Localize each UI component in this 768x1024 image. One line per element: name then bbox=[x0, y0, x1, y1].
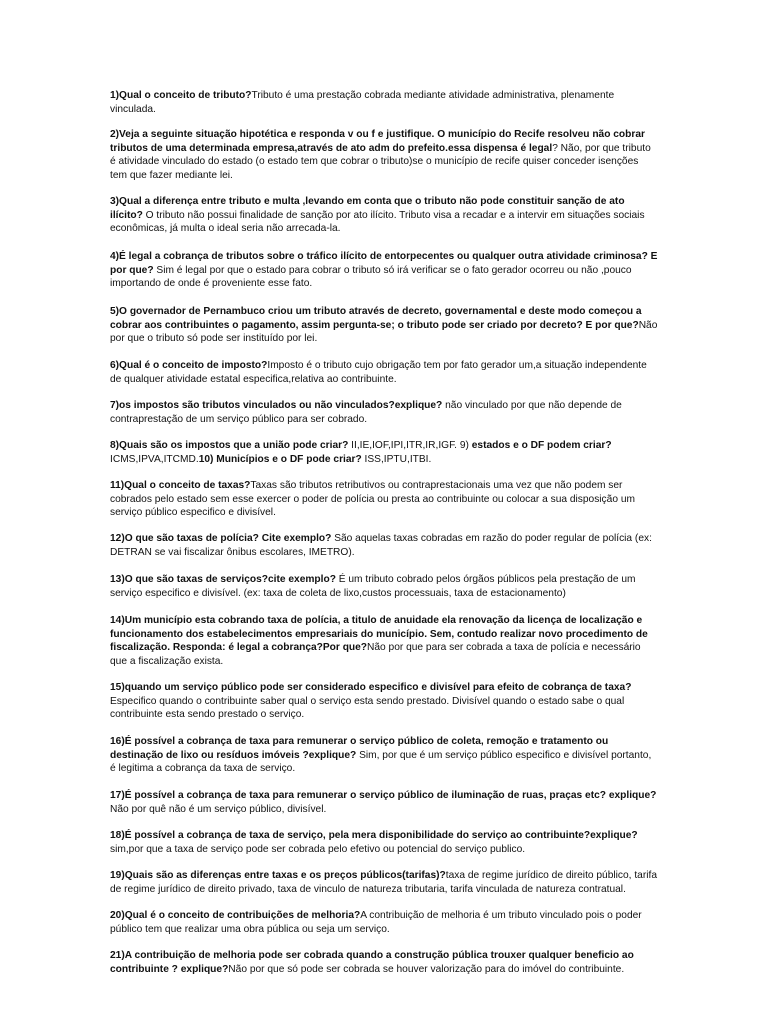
answer-text: A contribuição de melhoria é um tributo vinculado pois o poder público tem que realizar uma obra pública ou seja um serviço. bbox=[110, 910, 642, 935]
question-13 bbox=[110, 573, 658, 600]
answer-text: taxa de regime jurídico de direito público, tarifa de regime jurídico de direito privado, taxa de vinculo de natureza tributaria, tarifa vinculada de natureza contratual. bbox=[110, 870, 657, 895]
question-text: 19)Quais são as diferenças entre taxas e os preços públicos(tarifas)? bbox=[110, 870, 446, 881]
answer-text: O tributo não possui finalidade de sanção por ato ilícito. Tributo visa a recadar e a intervir em situações sociais econômicas, já multa o ideal seria não arrecada-la. bbox=[110, 209, 645, 235]
answer-text: ISS,IPTU,ITBI. bbox=[361, 453, 432, 465]
question-8 bbox=[110, 439, 658, 466]
question-text: 17)É possível a cobrança de taxa para remunerar o serviço público de iluminação de ruas, praças etc? explique? bbox=[110, 790, 657, 801]
answer-text: sim,por que a taxa de serviço pode ser cobrada pelo efetivo ou potencial do serviço publico. bbox=[110, 843, 526, 855]
answer-text: Sim é legal por que o estado para cobrar o tributo só irá verificar se o fato gerador ocorreu ou não ,pouco importando de onde é proveniente esse fato. bbox=[110, 264, 632, 290]
question-15 bbox=[110, 681, 658, 722]
question-21 bbox=[110, 949, 658, 976]
answer-text: Imposto é o tributo cujo obrigação tem por fato gerador um,a situação independente de qualquer atividade estatal especifica,relativa ao contribuinte. bbox=[110, 360, 647, 385]
question-text: 1)Qual o conceito de tributo? bbox=[110, 90, 252, 101]
question-14 bbox=[110, 614, 658, 668]
question-17 bbox=[110, 789, 658, 816]
question-2 bbox=[110, 128, 658, 182]
question-1 bbox=[110, 89, 658, 116]
question-text: 2)Veja a seguinte situação hipotética e responda v ou f e justifique. O município do Recife resolveu não cobrar tributos de uma determinada empresa,através de ato adm do prefeito.essa dispensa é legal bbox=[110, 129, 645, 154]
question-text: estados e o DF podem criar? bbox=[471, 440, 612, 451]
question-3 bbox=[110, 195, 658, 236]
question-text: 3)Qual a diferença entre tributo e multa ,levando em conta que o tributo não pode constituir sanção de ato ilícito? bbox=[110, 196, 625, 221]
answer-text: Não por que o tributo só pode ser instituído por lei. bbox=[110, 319, 658, 345]
question-7 bbox=[110, 399, 658, 426]
question-text: 12)O que são taxas de polícia? Cite exemplo? bbox=[110, 533, 332, 544]
answer-text: Taxas são tributos retributivos ou contraprestacionais uma vez que não podem ser cobrados pelo estado sem esse exercer o poder de polícia ou presta ao contribuinte ou colocar a sua disposição um serviço público especifico e divisível. bbox=[110, 480, 635, 519]
question-text: 16)É possível a cobrança de taxa para remunerar o serviço público de coleta, remoção e tratamento ou destinação de lixo ou resíduos imóveis ?explique? bbox=[110, 736, 609, 761]
question-text: 8)Quais são os impostos que a união pode criar? bbox=[110, 440, 349, 451]
answer-text: não vinculado por que não depende de contraprestação de um serviço público para ser cobrado. bbox=[110, 400, 622, 425]
answer-text: Não por que para ser cobrada a taxa de polícia e necessário que a fiscalização exista. bbox=[110, 642, 641, 667]
question-5 bbox=[110, 305, 658, 346]
question-16 bbox=[110, 735, 658, 776]
answer-text: Sim, por que é um serviço público especifico e divisível portanto, é legitima a cobrança da taxa de serviço. bbox=[110, 749, 652, 775]
answer-text: São aquelas taxas cobradas em razão do poder regular de polícia (ex: DETRAN se vai fiscalizar ônibus escolares, IMETRO). bbox=[110, 533, 652, 558]
question-20 bbox=[110, 909, 658, 936]
answer-text: II,IE,IOF,IPI,ITR,IR,IGF. 9) bbox=[348, 440, 472, 451]
question-text: 14)Um município esta cobrando taxa de polícia, a titulo de anuidade ela renovação da licença de localização e funcionamento dos estabelecimentos empresariais do município. Sem, contudo realizar novo procedimento de fiscalização. Responda: é legal a cobrança?Por que? bbox=[110, 615, 648, 654]
question-4 bbox=[110, 250, 658, 291]
answer-text: ICMS,IPVA,ITCMD. bbox=[110, 453, 199, 465]
question-text: 18)É possível a cobrança de taxa de serviço, pela mera disponibilidade do serviço ao contribuinte?explique? bbox=[110, 830, 638, 841]
question-text: 11)Qual o conceito de taxas? bbox=[110, 480, 251, 491]
question-text: 6)Qual é o conceito de imposto? bbox=[110, 360, 268, 371]
question-19 bbox=[110, 869, 658, 896]
answer-text: ? Não, por que tributo é atividade vinculado do estado (o estado tem que cobrar o tributo)se o município de recife quiser conceder isenções tem que fazer mediante lei. bbox=[110, 142, 651, 181]
answer-text: Tributo é uma prestação cobrada mediante atividade administrativa, plenamente vinculada. bbox=[110, 90, 615, 115]
answer-text: Não por quê não é um serviço público, divisível. bbox=[110, 803, 327, 815]
question-text: 21)A contribuição de melhoria pode ser cobrada quando a construção pública trouxer qualquer beneficio ao contribuinte ? explique? bbox=[110, 950, 634, 975]
answer-text: Especifico quando o contribuinte saber qual o serviço esta sendo prestado. Divisível quando o estado sabe o qual contribuinte esta sendo prestado o serviço. bbox=[110, 695, 625, 721]
question-11 bbox=[110, 479, 658, 520]
answer-text: É um tributo cobrado pelos órgãos públicos pela prestação de um serviço especifico e divisível. (ex: taxa de coleta de lixo,custos processuais, taxa de estacionamento) bbox=[110, 574, 636, 599]
question-6 bbox=[110, 359, 658, 386]
question-text: 13)O que são taxas de serviços?cite exemplo? bbox=[110, 574, 336, 585]
question-text: 10) Municípios e o DF pode criar? bbox=[198, 453, 362, 465]
question-text: 4)É legal a cobrança de tributos sobre o tráfico ilícito de entorpecentes ou qualquer outra atividade criminosa? E por que? bbox=[110, 251, 658, 276]
question-text: 7)os impostos são tributos vinculados ou não vinculados?explique? bbox=[110, 400, 443, 411]
answer-text: Não por que só pode ser cobrada se houver valorização para do imóvel do contribuinte. bbox=[228, 963, 625, 975]
question-text: 5)O governador de Pernambuco criou um tributo através de decreto, governamental e deste modo começou a cobrar aos contribuintes o pagamento, assim pergunta-se; o tributo pode ser criado por decreto? E por que? bbox=[110, 306, 642, 331]
question-text: 15)quando um serviço público pode ser considerado especifico e divisível para efeito de cobrança de taxa? bbox=[110, 682, 632, 693]
question-12 bbox=[110, 532, 658, 559]
question-18 bbox=[110, 829, 658, 856]
question-text: 20)Qual é o conceito de contribuições de melhoria? bbox=[110, 910, 361, 921]
